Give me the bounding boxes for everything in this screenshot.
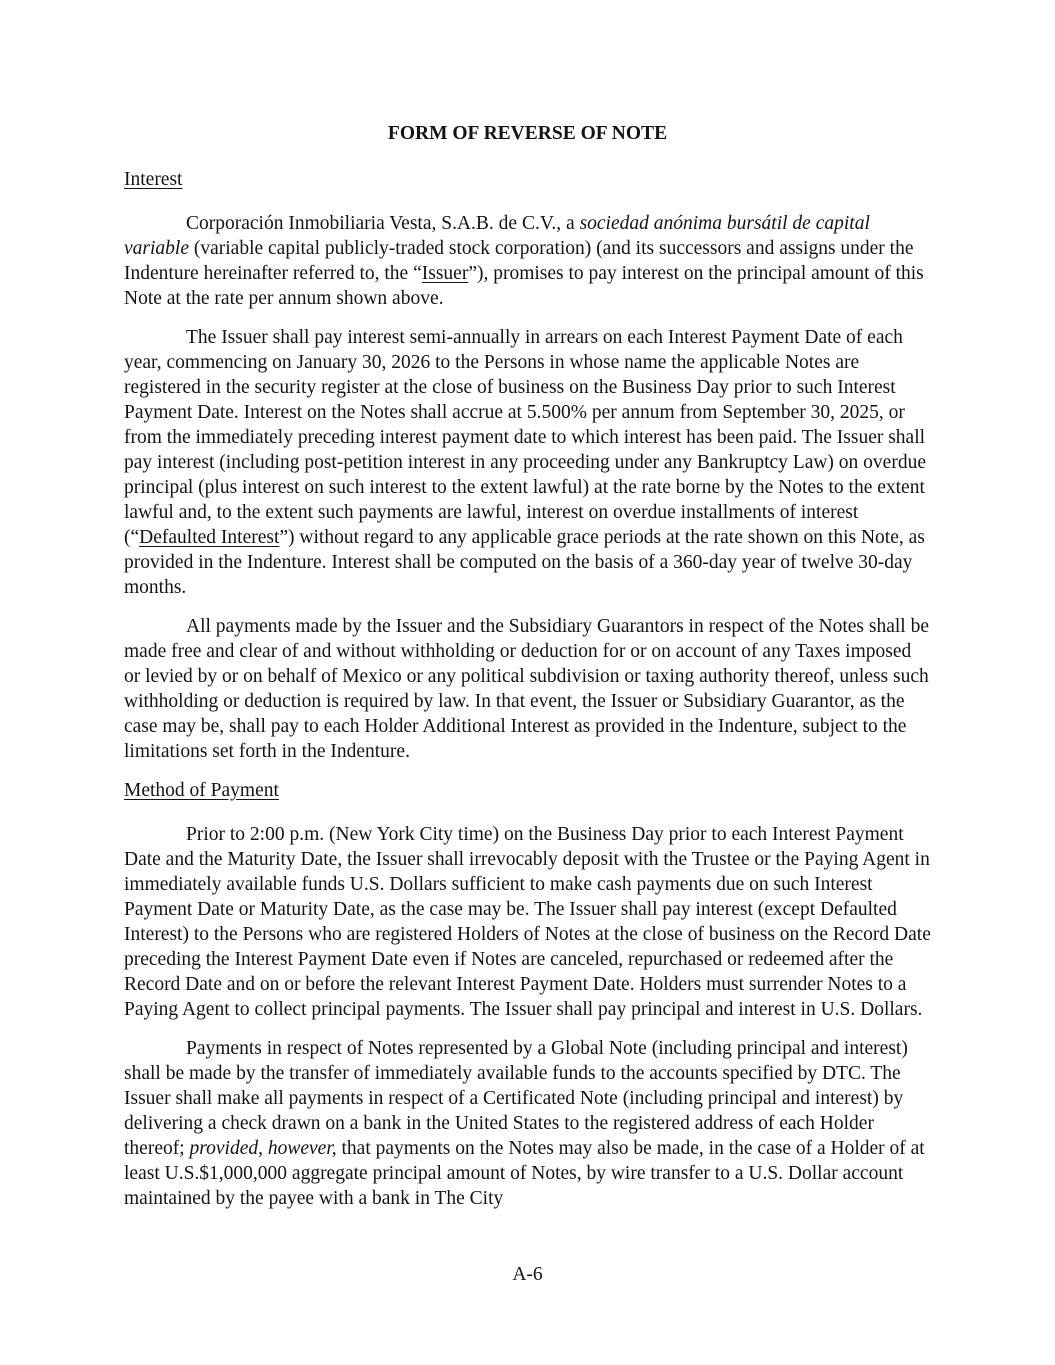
document-title: FORM OF REVERSE OF NOTE: [387, 123, 668, 144]
paragraph-interest-3: [124, 614, 931, 764]
text-run: Payments in respect of Notes represented by a Global Note (including principal and interest) shall be made by the transfer of immediately available funds to the accounts specified by DTC. The Issuer shall make all payments in respect of a Certificated Note (including principal and interest) by delivering a check drawn on a bank in the United States to the registered address of each Holder thereof;: [124, 1038, 908, 1159]
text-run: Prior to 2:00 p.m. (New York City time) on the Business Day prior to each Interest Payment Date and the Maturity Date, the Issuer shall irrevocably deposit with the Trustee or the Paying Agent in immediately available funds U.S. Dollars sufficient to make cash payments due on such Interest Payment Date or Maturity Date, as the case may be. The Issuer shall pay interest (except Defaulted Interest) to the Persons who are registered Holders of Notes at the close of business on the Record Date preceding the Interest Payment Date even if Notes are canceled, repurchased or redeemed after the Record Date and on or before the relevant Interest Payment Date. Holders must surrender Notes to a Paying Agent to collect principal payments. The Issuer shall pay principal and interest in U.S. Dollars.: [124, 824, 931, 1020]
text-run-italic: provided, however,: [189, 1138, 337, 1159]
paragraph-interest-1: [124, 211, 931, 311]
page-number: A-6: [512, 1264, 543, 1285]
paragraph-method-of-payment-2: [124, 1036, 931, 1211]
text-run: that payments on the Notes may also be made, in the case of a Holder of at least U.S.$1,000,000 aggregate principal amount of Notes, by wire transfer to a U.S. Dollar account maintained by the payee with a bank in The City: [124, 1138, 925, 1209]
text-run-underline: Issuer: [421, 263, 469, 284]
text-run-italic: sociedad anónima bursátil de capital variable: [124, 213, 870, 259]
paragraph-interest-2: [124, 325, 931, 600]
text-run: Corporación Inmobiliaria Vesta, S.A.B. de C.V., a: [186, 213, 580, 234]
section-heading-interest: Interest: [124, 169, 183, 190]
paragraph-method-of-payment-1: [124, 822, 931, 1022]
text-run: (variable capital publicly-traded stock corporation) (and its successors and assigns under the Indenture hereinafter referred to, the “: [124, 238, 914, 284]
text-run: All payments made by the Issuer and the Subsidiary Guarantors in respect of the Notes shall be made free and clear of and without withholding or deduction for or on account of any Taxes imposed or levied by or on behalf of Mexico or any political subdivision or taxing authority thereof, unless such withholding or deduction is required by law. In that event, the Issuer or Subsidiary Guarantor, as the case may be, shall pay to each Holder Additional Interest as provided in the Indenture, subject to the limitations set forth in the Indenture.: [124, 616, 929, 762]
text-run: ”) without regard to any applicable grace periods at the rate shown on this Note, as provided in the Indenture. Interest shall be computed on the basis of a 360-day year of twelve 30-day months.: [124, 527, 925, 598]
text-run-underline: Defaulted Interest: [139, 527, 280, 548]
text-run: ”), promises to pay interest on the principal amount of this Note at the rate per annum shown above.: [124, 263, 924, 309]
text-run: The Issuer shall pay interest semi-annually in arrears on each Interest Payment Date of each year, commencing on January 30, 2026 to the Persons in whose name the applicable Notes are registered in the security register at the close of business on the Business Day prior to such Interest Payment Date. Interest on the Notes shall accrue at 5.500% per annum from September 30, 2025, or from the immediately preceding interest payment date to which interest has been paid. The Issuer shall pay interest (including post-petition interest in any proceeding under any Bankruptcy Law) on overdue principal (plus interest on such interest to the extent lawful) at the rate borne by the Notes to the extent lawful and, to the extent such payments are lawful, interest on overdue installments of interest (“: [124, 327, 926, 548]
section-heading-method-of-payment: Method of Payment: [124, 780, 279, 801]
